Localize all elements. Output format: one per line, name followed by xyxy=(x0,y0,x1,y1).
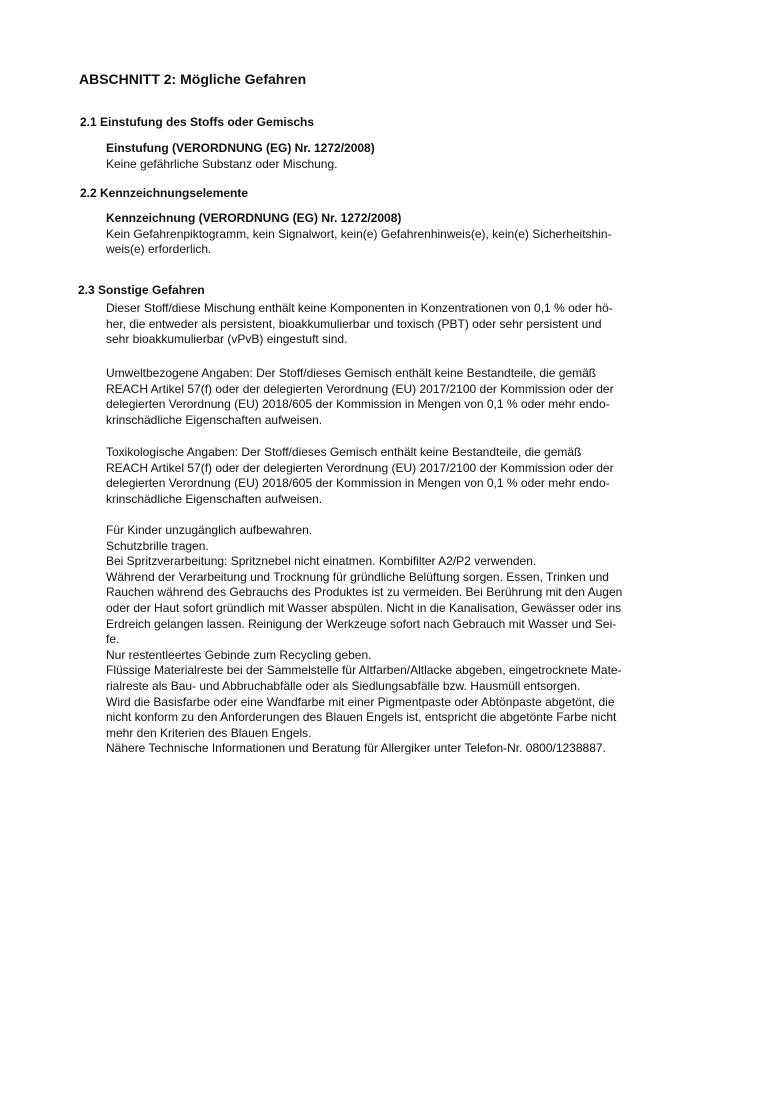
text-line: Schutzbrille tragen. xyxy=(106,538,209,553)
text-line: sehr bioakkumulierbar (vPvB) eingestuft sind. xyxy=(106,332,348,347)
text-line: Toxikologische Angaben: Der Stoff/dieses Gemisch enthält keine Bestandteile, die gemäß xyxy=(106,445,582,459)
text-line: rialreste als Bau- und Abbruchabfälle oder als Siedlungsabfälle bzw. Hausmüll entsorgen. xyxy=(106,678,581,693)
text-line: delegierten Verordnung (EU) 2018/605 der Kommission in Mengen von 0,1 % oder mehr endo- xyxy=(106,397,610,412)
text-einstufung: Keine gefährliche Substanz oder Mischung. xyxy=(106,156,338,171)
text-line: oder der Haut sofort gründlich mit Wasser abspülen. Nicht in die Kanalisation, Gewässer oder ins xyxy=(106,600,622,615)
text-line: her, die entweder als persistent, bioakkumulierbar und toxisch (PBT) oder sehr persistent und xyxy=(106,316,602,331)
heading-2-2: 2.2 Kennzeichnungselemente xyxy=(80,186,249,200)
text-line: Flüssige Materialreste bei der Sammelstelle für Altfarben/Altlacke abgeben, eingetrocknete Mate- xyxy=(106,663,622,678)
text-line: mehr den Kriterien des Blauen Engels. xyxy=(106,725,312,740)
text-line: Rauchen während des Gebrauchs des Produktes ist zu vermeiden. Bei Berührung mit den Augen xyxy=(106,585,623,600)
text-line: Für Kinder unzugänglich aufbewahren. xyxy=(106,523,313,537)
subheading-einstufung: Einstufung (VERORDNUNG (EG) Nr. 1272/2008) xyxy=(106,141,375,155)
text-line: Nähere Technische Informationen und Beratung für Allergiker unter Telefon-Nr. 0800/1238887. xyxy=(106,741,606,756)
text-line: Umweltbezogene Angaben: Der Stoff/dieses Gemisch enthält keine Bestandteile, die gemäß xyxy=(106,366,597,380)
paragraph-toxikologie xyxy=(106,445,711,507)
block-kennzeichnung xyxy=(106,211,711,258)
text-line: nicht konform zu den Anforderungen des Blauen Engels ist, entspricht die abgetönte Farbe nicht xyxy=(106,710,617,725)
text-line: Kein Gefahrenpiktogramm, kein Signalwort, kein(e) Gefahrenhinweis(e), kein(e) Sicherheitshin- xyxy=(106,226,612,241)
text-line: delegierten Verordnung (EU) 2018/605 der Kommission in Mengen von 0,1 % oder mehr endo- xyxy=(106,476,610,491)
text-line: krinschädliche Eigenschaften aufweisen. xyxy=(106,412,323,427)
text-line: Bei Spritzverarbeitung: Spritznebel nicht einatmen. Kombifilter A2/P2 verwenden. xyxy=(106,554,537,569)
heading-2-1: 2.1 Einstufung des Stoffs oder Gemischs xyxy=(80,115,315,129)
paragraph-hinweise xyxy=(106,523,718,757)
subheading-kennzeichnung: Kennzeichnung (VERORDNUNG (EG) Nr. 1272/2008) xyxy=(106,211,402,225)
heading-2-3: 2.3 Sonstige Gefahren xyxy=(78,283,205,297)
text-line: fe. xyxy=(106,632,120,647)
text-line: Dieser Stoff/diese Mischung enthält keine Komponenten in Konzentrationen von 0,1 % oder hö- xyxy=(106,301,613,315)
text-line: REACH Artikel 57(f) oder der delegierten Verordnung (EU) 2017/2100 der Kommission oder der xyxy=(106,460,614,475)
text-line: Wird die Basisfarbe oder eine Wandfarbe mit einer Pigmentpaste oder Abtönpaste abgetönt, die xyxy=(106,694,615,709)
text-line: REACH Artikel 57(f) oder der delegierten Verordnung (EU) 2017/2100 der Kommission oder der xyxy=(106,381,614,396)
text-line: krinschädliche Eigenschaften aufweisen. xyxy=(106,491,323,506)
text-line: Während der Verarbeitung und Trocknung für gründliche Belüftung sorgen. Essen, Trinken und xyxy=(106,569,609,584)
section-title: ABSCHNITT 2: Mögliche Gefahren xyxy=(79,71,307,87)
text-line: Nur restentleertes Gebinde zum Recycling geben. xyxy=(106,647,372,662)
text-line: Erdreich gelangen lassen. Reinigung der Werkzeuge sofort nach Gebrauch mit Wasser und Sei- xyxy=(106,616,617,631)
paragraph-umwelt xyxy=(106,366,711,428)
paragraph-pbt xyxy=(106,301,711,348)
block-einstufung xyxy=(106,141,711,172)
text-line: weis(e) erforderlich. xyxy=(106,242,212,257)
